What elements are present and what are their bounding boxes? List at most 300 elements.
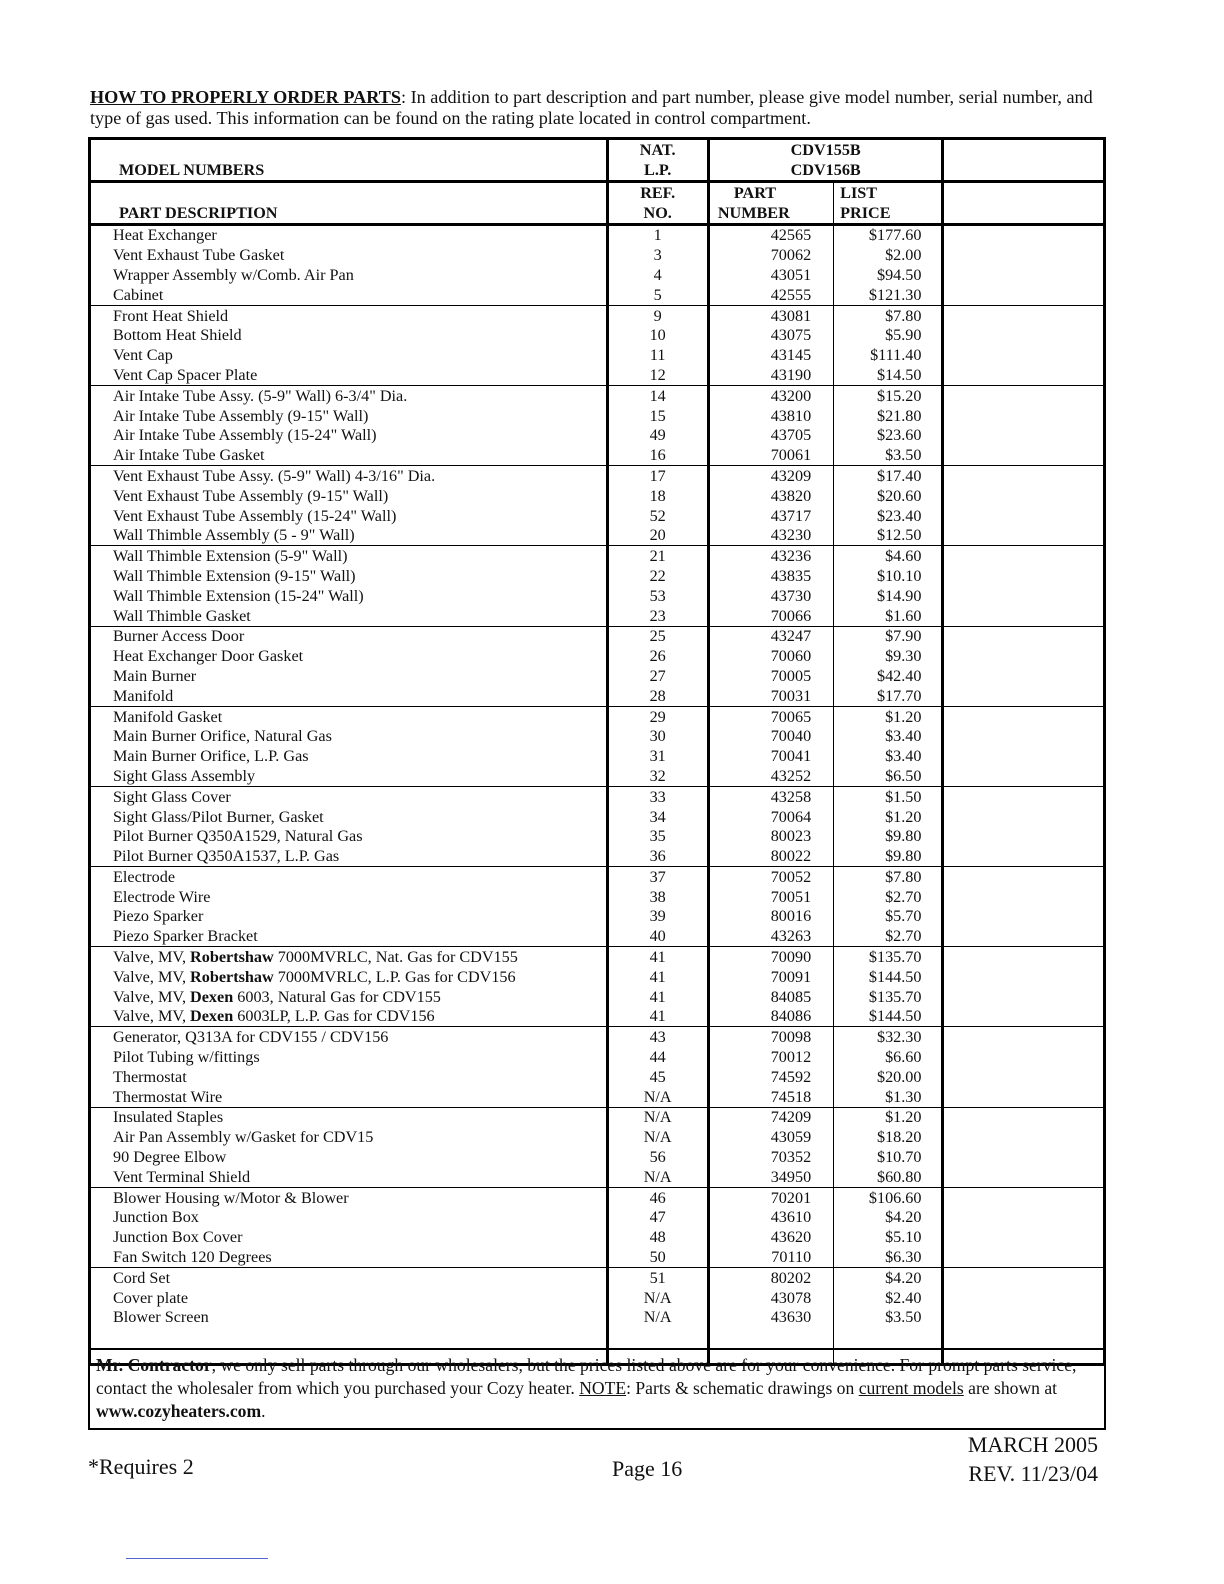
ref-number: 4 [607, 265, 708, 285]
part-description: Wall Thimble Assembly (5 - 9" Wall) [90, 526, 608, 546]
table-row [90, 426, 1105, 446]
blank-column [943, 686, 1105, 706]
ref-number: 22 [607, 566, 708, 586]
part-description: Electrode [90, 867, 608, 887]
part-label-2: NUMBER [708, 203, 833, 224]
blank-column [943, 1047, 1105, 1067]
part-description-prefix: Valve, MV, [113, 987, 191, 1006]
table-row [90, 1247, 1105, 1267]
list-price: $3.50 [834, 445, 943, 465]
price-label-1: LIST [834, 182, 943, 203]
ref-label-1: REF. [607, 182, 708, 203]
table-row [90, 345, 1105, 365]
order-instructions [90, 87, 1106, 129]
notice-note-label: NOTE [579, 1378, 627, 1398]
blank-column [943, 846, 1105, 866]
table-row [90, 546, 1105, 566]
blank-column [943, 506, 1105, 526]
table-row [90, 887, 1105, 907]
ref-number: 27 [607, 666, 708, 686]
footer-page-number: Page 16 [612, 1456, 683, 1481]
part-description: Air Intake Tube Gasket [90, 445, 608, 465]
part-number: 43230 [708, 526, 833, 546]
blank-column [943, 445, 1105, 465]
table-row [90, 907, 1105, 927]
list-price: $10.70 [834, 1147, 943, 1167]
table-row [90, 1288, 1105, 1308]
part-description: Wall Thimble Extension (15-24" Wall) [90, 586, 608, 606]
part-description: Front Heat Shield [90, 305, 608, 325]
part-number: 70051 [708, 887, 833, 907]
list-price: $2.00 [834, 245, 943, 265]
ref-number: 44 [607, 1047, 708, 1067]
part-description: 90 Degree Elbow [90, 1147, 608, 1167]
part-description: Piezo Sparker [90, 907, 608, 927]
part-description: Manifold Gasket [90, 706, 608, 726]
part-number: 43610 [708, 1208, 833, 1228]
part-description: Insulated Staples [90, 1107, 608, 1127]
ref-number: 36 [607, 846, 708, 866]
part-description-suffix: 7000MVRLC, L.P. Gas for CDV156 [273, 967, 516, 986]
order-heading: HOW TO PROPERLY ORDER PARTS [90, 87, 401, 107]
blank-column [943, 967, 1105, 987]
list-price: $121.30 [834, 285, 943, 305]
contractor-notice [88, 1348, 1106, 1430]
part-description: Bottom Heat Shield [90, 326, 608, 346]
notice-current-models: current models [858, 1378, 964, 1398]
footer-revision [968, 1430, 1098, 1488]
blank-column [943, 1308, 1105, 1328]
blank-column [943, 1127, 1105, 1147]
part-description: Vent Exhaust Tube Assy. (5-9" Wall) 4-3/16" Dia. [90, 466, 608, 486]
part-number: 70052 [708, 867, 833, 887]
part-description: Wall Thimble Extension (5-9" Wall) [90, 546, 608, 566]
part-description: Sight Glass Assembly [90, 766, 608, 786]
part-description: Thermostat Wire [90, 1087, 608, 1107]
part-description: Wall Thimble Extension (9-15" Wall) [90, 566, 608, 586]
blank-column [943, 1227, 1105, 1247]
list-price: $1.30 [834, 1087, 943, 1107]
ref-number: 50 [607, 1247, 708, 1267]
part-brand: Dexen [190, 987, 234, 1006]
blank-column [943, 867, 1105, 887]
blank-column [943, 285, 1105, 305]
table-row [90, 365, 1105, 385]
blank-column [943, 1187, 1105, 1207]
model-nat-label: CDV155B [708, 139, 943, 161]
part-description: Cabinet [90, 285, 608, 305]
ref-number: 43 [607, 1027, 708, 1047]
part-number: 43236 [708, 546, 833, 566]
ref-number: 48 [607, 1227, 708, 1247]
list-price: $17.70 [834, 686, 943, 706]
list-price: $12.50 [834, 526, 943, 546]
blank-column [943, 947, 1105, 967]
table-row [90, 1147, 1105, 1167]
order-text: In addition to part description and part number, please give model number, serial number, and type of gas used. This information can be found on the rating plate located in control compartment. [90, 87, 1093, 128]
table-row [90, 1308, 1105, 1328]
footer-requires-note: *Requires 2 [88, 1454, 194, 1479]
table-row [90, 947, 1105, 967]
ref-number: 11 [607, 345, 708, 365]
part-description: Pilot Burner Q350A1537, L.P. Gas [90, 846, 608, 866]
blank-column [943, 305, 1105, 325]
list-price: $7.90 [834, 626, 943, 646]
ref-number: 56 [607, 1147, 708, 1167]
blank-column [943, 1208, 1105, 1228]
list-price: $3.40 [834, 727, 943, 747]
part-description [90, 967, 608, 987]
notice-text-3: are shown at [963, 1378, 1058, 1398]
list-price: $23.60 [834, 426, 943, 446]
list-price: $20.60 [834, 486, 943, 506]
part-number: 70031 [708, 686, 833, 706]
ref-number: 28 [607, 686, 708, 706]
part-description: Main Burner Orifice, Natural Gas [90, 727, 608, 747]
ref-number: 32 [607, 766, 708, 786]
table-row [90, 406, 1105, 426]
list-price: $5.90 [834, 326, 943, 346]
table-row [90, 1208, 1105, 1228]
blank-column [943, 706, 1105, 726]
part-number: 70012 [708, 1047, 833, 1067]
part-description: Junction Box Cover [90, 1227, 608, 1247]
footer-date: MARCH 2005 [967, 1432, 1098, 1457]
list-price: $23.40 [834, 506, 943, 526]
blank-column [943, 626, 1105, 646]
part-description: Manifold [90, 686, 608, 706]
part-number: 43730 [708, 586, 833, 606]
list-price: $60.80 [834, 1167, 943, 1187]
list-price: $94.50 [834, 265, 943, 285]
part-description: Vent Terminal Shield [90, 1167, 608, 1187]
part-brand: Dexen [190, 1007, 234, 1026]
table-row [90, 1127, 1105, 1147]
table-row [90, 1087, 1105, 1107]
list-price: $21.80 [834, 406, 943, 426]
part-description: Electrode Wire [90, 887, 608, 907]
ref-number: 49 [607, 426, 708, 446]
part-description: Generator, Q313A for CDV155 / CDV156 [90, 1027, 608, 1047]
list-price: $9.80 [834, 846, 943, 866]
blank-column [943, 827, 1105, 847]
ref-number: 5 [607, 285, 708, 305]
table-row [90, 827, 1105, 847]
table-row [90, 626, 1105, 646]
list-price: $18.20 [834, 1127, 943, 1147]
table-row [90, 566, 1105, 586]
table-row [90, 385, 1105, 405]
part-number: 70098 [708, 1027, 833, 1047]
table-row [90, 466, 1105, 486]
list-price: $4.20 [834, 1208, 943, 1228]
ref-number: 29 [607, 706, 708, 726]
part-number: 70352 [708, 1147, 833, 1167]
part-description-prefix: Valve, MV, [113, 967, 191, 986]
part-description: Cover plate [90, 1288, 608, 1308]
part-description: Piezo Sparker Bracket [90, 926, 608, 946]
ref-number: 20 [607, 526, 708, 546]
list-price: $144.50 [834, 967, 943, 987]
part-number: 70040 [708, 727, 833, 747]
ref-number: 10 [607, 326, 708, 346]
blank-column [943, 1067, 1105, 1087]
gas-nat-label: NAT. [607, 139, 708, 161]
blank-column [943, 385, 1105, 405]
part-description: Air Pan Assembly w/Gasket for CDV15 [90, 1127, 608, 1147]
blank-column [943, 1247, 1105, 1267]
list-price: $3.50 [834, 1308, 943, 1328]
list-price: $111.40 [834, 345, 943, 365]
part-number: 70201 [708, 1187, 833, 1207]
blank-column [943, 526, 1105, 546]
ref-number: 23 [607, 606, 708, 626]
list-price: $20.00 [834, 1067, 943, 1087]
part-number: 43810 [708, 406, 833, 426]
list-price: $1.20 [834, 706, 943, 726]
table-row [90, 987, 1105, 1007]
part-number: 74592 [708, 1067, 833, 1087]
ref-number: 45 [607, 1067, 708, 1087]
list-price: $32.30 [834, 1027, 943, 1047]
notice-text-1: , we only sell parts through our wholesalers, but the prices listed above are for your convenience. For prompt parts service, contact the wholesaler from which you purchased your Cozy heater. [96, 1355, 1077, 1398]
part-number: 43717 [708, 506, 833, 526]
table-row [90, 666, 1105, 686]
part-brand: Robertshaw [190, 948, 274, 967]
ref-number: 41 [607, 967, 708, 987]
table-row [90, 786, 1105, 806]
list-price: $42.40 [834, 666, 943, 686]
list-price: $15.20 [834, 385, 943, 405]
table-row [90, 305, 1105, 325]
part-number: 34950 [708, 1167, 833, 1187]
part-number: 70005 [708, 666, 833, 686]
list-price: $6.50 [834, 766, 943, 786]
table-row [90, 926, 1105, 946]
table-row [90, 486, 1105, 506]
list-price: $1.50 [834, 786, 943, 806]
ref-number: N/A [607, 1127, 708, 1147]
list-price: $5.70 [834, 907, 943, 927]
part-number: 43263 [708, 926, 833, 946]
ref-number: 34 [607, 807, 708, 827]
part-label-1: PART [708, 182, 833, 203]
blank-column [943, 746, 1105, 766]
blank-column [943, 546, 1105, 566]
part-description-label: PART DESCRIPTION [90, 203, 608, 224]
blank-column [943, 926, 1105, 946]
ref-label-2: NO. [607, 203, 708, 224]
list-price: $106.60 [834, 1187, 943, 1207]
part-number: 43075 [708, 326, 833, 346]
table-row [90, 706, 1105, 726]
blank-column [943, 1288, 1105, 1308]
footer-rev: REV. 11/23/04 [968, 1461, 1098, 1486]
part-number: 70062 [708, 245, 833, 265]
part-number: 43630 [708, 1308, 833, 1328]
part-number: 43145 [708, 345, 833, 365]
part-description: Blower Screen [90, 1308, 608, 1328]
blank-column [943, 265, 1105, 285]
model-numbers-label: MODEL NUMBERS [90, 160, 608, 182]
part-number: 43190 [708, 365, 833, 385]
part-number: 43258 [708, 786, 833, 806]
blank-column [943, 365, 1105, 385]
ref-number: 38 [607, 887, 708, 907]
notice-lead: Mr. Contractor [96, 1355, 212, 1375]
ref-number: 16 [607, 445, 708, 465]
list-price: $6.30 [834, 1247, 943, 1267]
ref-number: 46 [607, 1187, 708, 1207]
notice-text-2: : Parts & schematic drawings on [626, 1378, 859, 1398]
blank-column [943, 345, 1105, 365]
part-description: Pilot Tubing w/fittings [90, 1047, 608, 1067]
blank-column [943, 466, 1105, 486]
part-description: Cord Set [90, 1268, 608, 1288]
table-row [90, 445, 1105, 465]
list-price: $3.40 [834, 746, 943, 766]
ref-number: 39 [607, 907, 708, 927]
ref-number: 52 [607, 506, 708, 526]
header-row-models [90, 160, 1105, 182]
list-price: $2.70 [834, 926, 943, 946]
list-price: $1.20 [834, 1107, 943, 1127]
blank-column [943, 666, 1105, 686]
part-description [90, 947, 608, 967]
part-description-prefix: Valve, MV, [113, 948, 191, 967]
part-description: Main Burner Orifice, L.P. Gas [90, 746, 608, 766]
part-description: Wall Thimble Gasket [90, 606, 608, 626]
table-row [90, 1227, 1105, 1247]
blank-column [943, 1268, 1105, 1288]
list-price: $4.20 [834, 1268, 943, 1288]
blank-column [943, 907, 1105, 927]
list-price: $9.80 [834, 827, 943, 847]
table-row [90, 1187, 1105, 1207]
blank-column [943, 887, 1105, 907]
part-description: Vent Cap [90, 345, 608, 365]
part-description: Air Intake Tube Assembly (15-24" Wall) [90, 426, 608, 446]
part-description: Main Burner [90, 666, 608, 686]
ref-number: 37 [607, 867, 708, 887]
blank-column [943, 245, 1105, 265]
table-row [90, 807, 1105, 827]
table-row [90, 224, 1105, 245]
blank-column [943, 486, 1105, 506]
part-number: 70065 [708, 706, 833, 726]
list-price: $135.70 [834, 947, 943, 967]
ref-number: 14 [607, 385, 708, 405]
part-brand: Robertshaw [190, 967, 274, 986]
part-description: Thermostat [90, 1067, 608, 1087]
part-number: 74209 [708, 1107, 833, 1127]
part-description-prefix: Valve, MV, [113, 1007, 191, 1026]
part-number: 70110 [708, 1247, 833, 1267]
ref-number: N/A [607, 1087, 708, 1107]
blank-column [943, 566, 1105, 586]
table-row [90, 867, 1105, 887]
part-description: Sight Glass/Pilot Burner, Gasket [90, 807, 608, 827]
part-description: Pilot Burner Q350A1529, Natural Gas [90, 827, 608, 847]
list-price: $2.70 [834, 887, 943, 907]
blank-column [943, 606, 1105, 626]
part-description: Vent Exhaust Tube Gasket [90, 245, 608, 265]
list-price: $6.60 [834, 1047, 943, 1067]
table-row [90, 506, 1105, 526]
list-price: $4.60 [834, 546, 943, 566]
part-number: 43051 [708, 265, 833, 285]
table-row [90, 646, 1105, 666]
part-description [90, 1007, 608, 1027]
part-number: 70090 [708, 947, 833, 967]
list-price: $14.50 [834, 365, 943, 385]
part-number: 70091 [708, 967, 833, 987]
part-number: 74518 [708, 1087, 833, 1107]
ref-number: 17 [607, 466, 708, 486]
list-price: $177.60 [834, 224, 943, 245]
ref-number: 18 [607, 486, 708, 506]
part-description-suffix: 7000MVRLC, Nat. Gas for CDV155 [273, 948, 518, 967]
ref-number: 47 [607, 1208, 708, 1228]
table-row [90, 265, 1105, 285]
part-number: 43081 [708, 305, 833, 325]
part-description: Junction Box [90, 1208, 608, 1228]
list-price: $135.70 [834, 987, 943, 1007]
table-row [90, 606, 1105, 626]
ref-number: 3 [607, 245, 708, 265]
blank-column [943, 1107, 1105, 1127]
part-number: 43200 [708, 385, 833, 405]
part-number: 43820 [708, 486, 833, 506]
blank-column [943, 406, 1105, 426]
table-row [90, 746, 1105, 766]
table-row [90, 1027, 1105, 1047]
table-row [90, 285, 1105, 305]
ref-number: 30 [607, 727, 708, 747]
part-description [90, 987, 608, 1007]
table-row [90, 1107, 1105, 1127]
part-description-suffix: 6003LP, L.P. Gas for CDV156 [233, 1007, 435, 1026]
blank-column [943, 1087, 1105, 1107]
part-number: 80023 [708, 827, 833, 847]
notice-end: . [261, 1401, 266, 1421]
list-price: $2.40 [834, 1288, 943, 1308]
part-number: 43078 [708, 1288, 833, 1308]
list-price: $7.80 [834, 305, 943, 325]
blank-column [943, 1007, 1105, 1027]
table-row [90, 326, 1105, 346]
table-row [90, 245, 1105, 265]
table-row [90, 727, 1105, 747]
part-description: Blower Housing w/Motor & Blower [90, 1187, 608, 1207]
table-row [90, 846, 1105, 866]
blank-column [943, 786, 1105, 806]
list-price: $17.40 [834, 466, 943, 486]
part-description: Wrapper Assembly w/Comb. Air Pan [90, 265, 608, 285]
gas-lp-label: L.P. [607, 160, 708, 182]
ref-number: 26 [607, 646, 708, 666]
notice-website-link[interactable]: www.cozyheaters.com [96, 1401, 262, 1421]
part-number: 43620 [708, 1227, 833, 1247]
blank-column [943, 646, 1105, 666]
ref-number: 31 [607, 746, 708, 766]
part-description: Vent Exhaust Tube Assembly (15-24" Wall) [90, 506, 608, 526]
table-row [90, 1007, 1105, 1027]
ref-number: 25 [607, 626, 708, 646]
ref-number: 21 [607, 546, 708, 566]
part-number: 80202 [708, 1268, 833, 1288]
header-row-labels-1 [90, 182, 1105, 203]
